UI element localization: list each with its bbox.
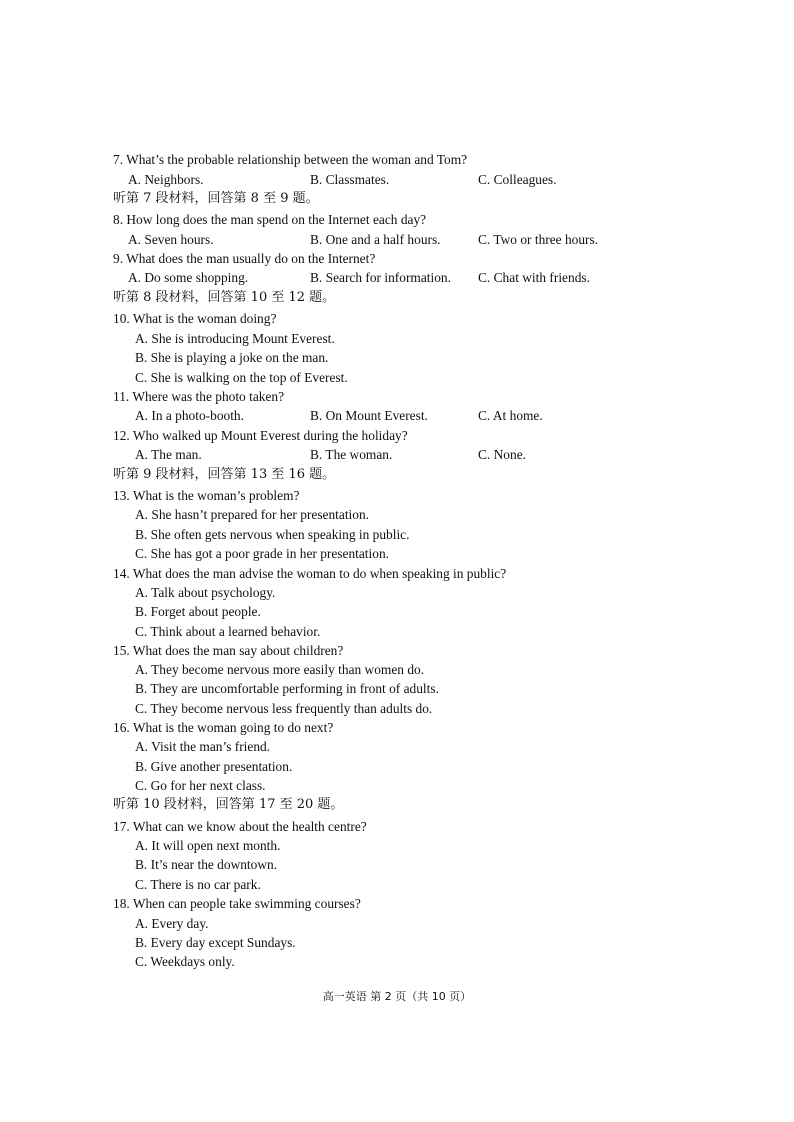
option-c: C. She is walking on the top of Everest.	[135, 370, 348, 385]
section-heading: 听第 10 段材料，回答第 17 至 20 题。	[113, 797, 344, 812]
question-8: 8. How long does the man spend on the Internet each day?	[113, 212, 427, 227]
option-a: A. The man.	[135, 447, 202, 462]
question-10: 10. What is the woman doing?	[113, 311, 277, 326]
option-a: A. Neighbors.	[128, 172, 204, 187]
option-a: A. Seven hours.	[128, 232, 214, 247]
section-heading: 听第 7 段材料，回答第 8 至 9 题。	[113, 191, 319, 206]
question-9: 9. What does the man usually do on the Internet?	[113, 251, 376, 266]
option-a: A. She is introducing Mount Everest.	[135, 331, 335, 346]
question-11: 11. Where was the photo taken?	[113, 389, 285, 404]
option-b: B. Give another presentation.	[135, 759, 293, 774]
question-17: 17. What can we know about the health centre?	[113, 819, 367, 834]
option-b: B. Every day except Sundays.	[135, 935, 296, 950]
option-b: B. Forget about people.	[135, 604, 261, 619]
option-b: B. On Mount Everest.	[310, 408, 428, 423]
option-c: C. They become nervous less frequently than adults do.	[135, 701, 433, 716]
option-c: C. Colleagues.	[478, 172, 557, 187]
option-c: C. Chat with friends.	[478, 270, 590, 285]
section-heading: 听第 8 段材料，回答第 10 至 12 题。	[113, 290, 336, 305]
option-c: C. Weekdays only.	[135, 954, 235, 969]
option-b: B. She is playing a joke on the man.	[135, 350, 329, 365]
page-footer: 高一英语 第 2 页（共 10 页）	[322, 990, 472, 1003]
question-18: 18. When can people take swimming courses?	[113, 896, 361, 911]
option-a: A. Talk about psychology.	[135, 585, 276, 600]
option-a: A. They become nervous more easily than women do.	[135, 662, 425, 677]
option-b: B. It’s near the downtown.	[135, 857, 278, 872]
option-a: A. Every day.	[135, 916, 209, 931]
option-b: B. She often gets nervous when speaking in public.	[135, 527, 410, 542]
option-b: B. Classmates.	[310, 172, 390, 187]
question-13: 13. What is the woman’s problem?	[113, 488, 300, 503]
option-b: B. They are uncomfortable performing in front of adults.	[135, 681, 439, 696]
question-16: 16. What is the woman going to do next?	[113, 720, 334, 735]
option-c: C. Go for her next class.	[135, 778, 266, 793]
option-b: B. The woman.	[310, 447, 393, 462]
option-c: C. There is no car park.	[135, 877, 261, 892]
option-b: B. One and a half hours.	[310, 232, 441, 247]
option-b: B. Search for information.	[310, 270, 451, 285]
option-a: A. Visit the man’s friend.	[135, 739, 271, 754]
option-c: C. Think about a learned behavior.	[135, 624, 321, 639]
option-c: C. At home.	[478, 408, 543, 423]
option-c: C. She has got a poor grade in her presentation.	[135, 546, 389, 561]
option-a: A. She hasn’t prepared for her presentation.	[135, 507, 370, 522]
question-7: 7. What’s the probable relationship between the woman and Tom?	[113, 152, 468, 167]
option-a: A. In a photo-booth.	[135, 408, 244, 423]
option-c: C. None.	[478, 447, 526, 462]
question-14: 14. What does the man advise the woman to do when speaking in public?	[113, 566, 507, 581]
option-a: A. It will open next month.	[135, 838, 281, 853]
question-15: 15. What does the man say about children?	[113, 643, 344, 658]
option-c: C. Two or three hours.	[478, 232, 599, 247]
question-12: 12. Who walked up Mount Everest during the holiday?	[113, 428, 408, 443]
option-a: A. Do some shopping.	[128, 270, 249, 285]
section-heading: 听第 9 段材料，回答第 13 至 16 题。	[113, 467, 336, 482]
